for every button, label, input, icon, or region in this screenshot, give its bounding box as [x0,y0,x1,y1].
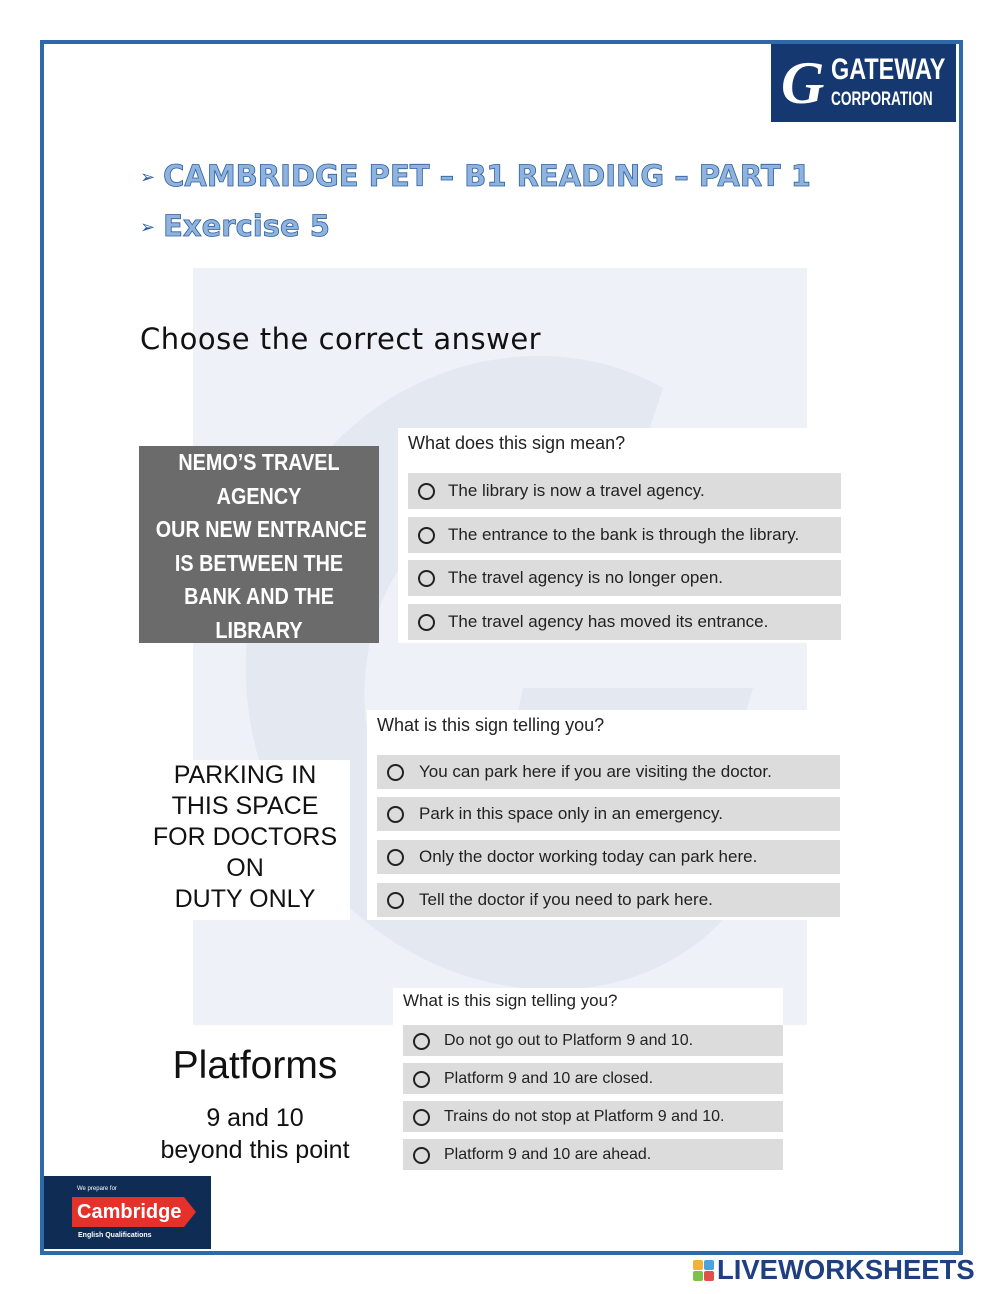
arrow-bullet-icon: ➢ [140,167,156,188]
question-1-panel [398,428,841,643]
sign-line: DUTY ONLY [174,885,316,913]
gateway-logo [771,44,956,122]
answer-option[interactable] [377,840,840,874]
radio-icon[interactable] [387,764,404,781]
answer-option[interactable] [403,1101,783,1132]
option-label: Do not go out to Platform 9 and 10. [444,1032,694,1049]
logo-mark: G [781,50,825,116]
sign-line: AGENCY [216,482,302,509]
sign-image-doctor-parking [140,760,350,920]
option-label: Platform 9 and 10 are ahead. [444,1146,652,1163]
sign-line: IS BETWEEN THE [174,549,344,576]
radio-icon[interactable] [413,1109,430,1126]
option-label: The travel agency is no longer open. [448,568,724,587]
radio-icon[interactable] [413,1147,430,1164]
sign-line: BANK AND THE [184,583,334,610]
sign-line: LIBRARY [215,616,303,643]
logo-line2: CORPORATION [831,89,933,110]
sign-line: Platforms [172,1044,338,1087]
question-3-panel [393,988,783,1173]
sign-line: 9 and 10 [206,1104,304,1132]
option-label: The entrance to the bank is through the library. [448,525,800,544]
answer-option[interactable] [403,1139,783,1170]
heading-exercise-text: Exercise 5 [163,209,330,243]
sign-line: OUR NEW ENTRANCE [155,516,367,543]
sign-line: NEMO’S TRAVEL [178,449,340,475]
radio-icon[interactable] [418,570,435,587]
option-label: Park in this space only in an emergency. [419,804,723,823]
answer-option[interactable] [408,473,841,509]
sign-line: FOR DOCTORS [152,823,338,851]
answer-option[interactable] [408,517,841,553]
radio-icon[interactable] [387,849,404,866]
sign-line: beyond this point [160,1136,350,1164]
cambridge-tagline: We prepare for [77,1186,117,1192]
question-prompt: What is this sign telling you? [377,715,605,735]
question-prompt: What does this sign mean? [408,433,626,453]
option-label: Trains do not stop at Platform 9 and 10. [444,1108,725,1125]
question-prompt: What is this sign telling you? [403,991,618,1010]
instruction-text: Choose the correct answer [140,322,542,356]
radio-icon[interactable] [387,892,404,909]
answer-option[interactable] [377,755,840,789]
liveworksheets-logo-icon [693,1260,715,1282]
option-label: Only the doctor working today can park here. [419,847,758,866]
answer-option[interactable] [408,604,841,640]
answer-option[interactable] [377,883,840,917]
answer-option[interactable] [403,1025,783,1056]
radio-icon[interactable] [413,1071,430,1088]
question-2-panel [367,710,841,920]
liveworksheets-wordmark: LIVEWORKSHEETS [717,1254,975,1285]
radio-icon[interactable] [418,483,435,500]
cambridge-subtitle: English Qualifications [78,1232,152,1239]
option-label: Tell the doctor if you need to park here. [419,890,713,909]
answer-option[interactable] [377,797,840,831]
logo-line1: GATEWAY [831,53,946,86]
option-label: The library is now a travel agency. [448,481,705,500]
radio-icon[interactable] [413,1033,430,1050]
sign-line: ON [226,854,264,882]
option-label: Platform 9 and 10 are closed. [444,1070,654,1087]
radio-icon[interactable] [418,527,435,544]
sign-line: THIS SPACE [171,792,319,820]
radio-icon[interactable] [387,806,404,823]
answer-option[interactable] [408,560,841,596]
arrow-bullet-icon: ➢ [140,217,156,238]
sign-image-platforms [140,1030,370,1170]
sign-image-travel-agency [139,446,379,643]
heading-title [140,158,811,196]
heading-exercise [140,208,330,246]
option-label: The travel agency has moved its entrance. [448,612,769,631]
sign-line: PARKING IN [173,761,317,789]
cambridge-name: Cambridge [72,1197,184,1227]
heading-title-text: CAMBRIDGE PET – B1 READING – PART 1 [163,159,811,193]
answer-option[interactable] [403,1063,783,1094]
option-label: You can park here if you are visiting the doctor. [419,762,772,781]
cambridge-badge [44,1176,211,1249]
radio-icon[interactable] [418,614,435,631]
